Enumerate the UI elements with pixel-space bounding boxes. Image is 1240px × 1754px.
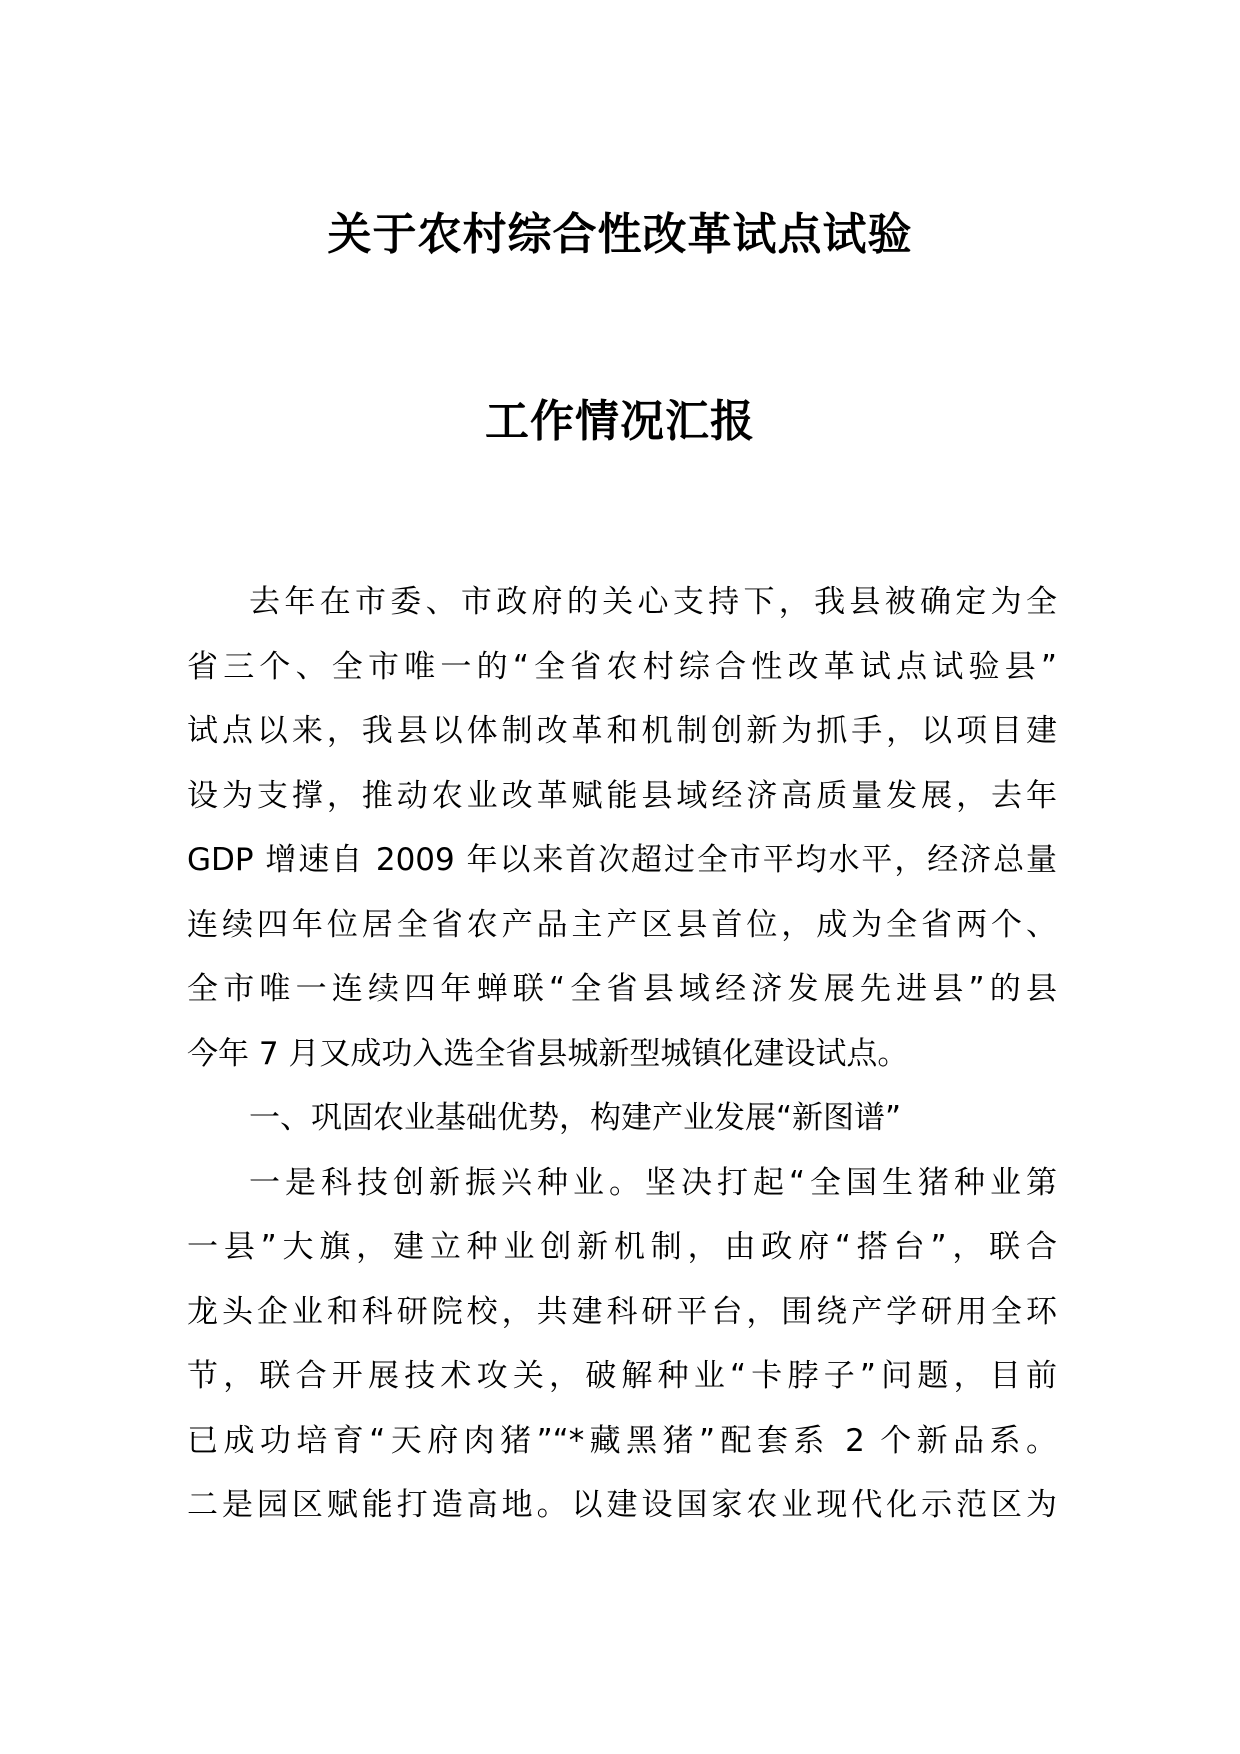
body-line: 设为支撑，推动农业改革赋能县域经济高质量发展，去年 [187,777,1057,814]
document-title-line-1: 关于农村综合性改革试点试验 [327,209,913,260]
section-heading: 一、巩固农业基础优势，构建产业发展“新图谱” [249,1100,902,1136]
body-line: 省三个、全市唯一的“全省农村综合性改革试点试验县” [187,648,1057,685]
body-line: GDP 增速自 2009 年以来首次超过全市平均水平，经济总量 [187,842,1057,878]
document-title-line-2: 工作情况汇报 [485,396,755,447]
body-line: 试点以来，我县以体制改革和机制创新为抓手，以项目建 [187,713,1057,749]
body-line: 连续四年位居全省农产品主产区县首位，成为全省两个、 [187,906,1057,943]
body-line: 今年 7 月又成功入选全省县城新型城镇化建设试点。 [187,1035,909,1072]
body-line: 一县”大旗，建立种业创新机制，由政府“搭台”，联合 [187,1229,1057,1265]
body-line: 去年在市委、市政府的关心支持下，我县被确定为全 [249,584,1057,620]
body-line: 全市唯一连续四年蝉联“全省县域经济发展先进县”的县 [187,971,1057,1007]
body-line: 一是科技创新振兴种业。坚决打起“全国生猪种业第 [249,1164,1057,1201]
body-line: 节，联合开展技术攻关，破解种业“卡脖子”问题，目前 [187,1358,1057,1394]
document-body [187,570,1057,1538]
body-line: 龙头企业和科研院校，共建科研平台，围绕产学研用全环 [187,1293,1057,1330]
body-line: 已成功培育“天府肉猪”“*藏黑猪”配套系 2 个新品系。 [187,1422,1057,1459]
body-line: 二是园区赋能打造高地。以建设国家农业现代化示范区为 [187,1487,1057,1523]
